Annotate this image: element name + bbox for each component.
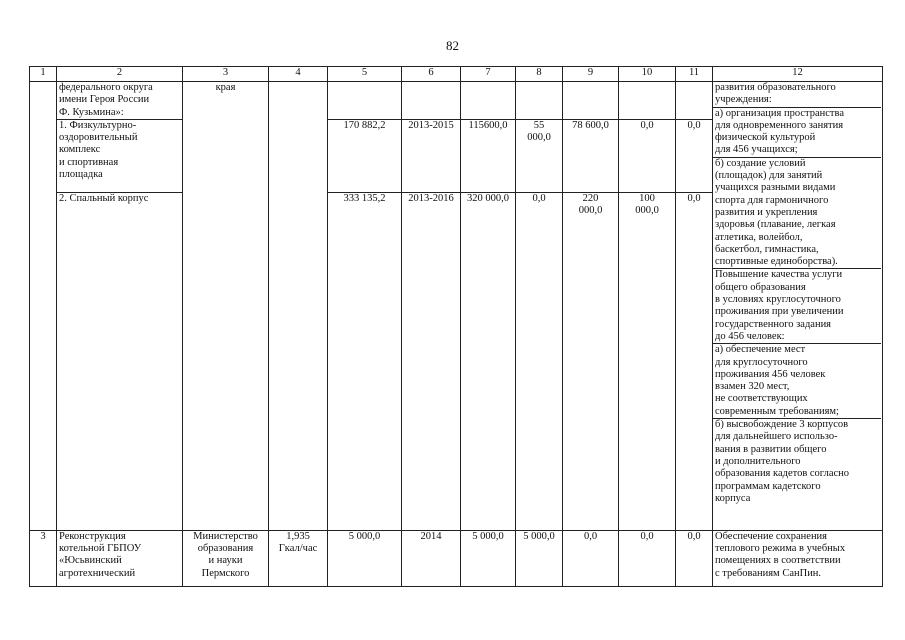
funding-year-cell: 220 000,0	[563, 192, 619, 530]
table-row	[30, 530, 883, 586]
header-cell: 4	[269, 67, 328, 82]
funding-total-cell: 115600,0	[461, 119, 516, 192]
estimated-cost-cell: 5 000,0	[328, 530, 402, 586]
result-paragraph	[713, 343, 881, 418]
result-line: спорта для гармоничного	[715, 194, 829, 206]
customer-cell: края	[183, 82, 269, 531]
row-number-cell: 3	[30, 530, 57, 586]
result-line: атлетика, волейбол,	[715, 231, 803, 243]
result-description-cell	[713, 82, 883, 531]
result-line: государственного задания	[715, 318, 832, 330]
period-cell: 2013-2015	[402, 119, 461, 192]
result-line: для круглосуточного	[715, 356, 808, 368]
result-line: проживания 456 человек	[715, 368, 826, 380]
result-line: общего образования	[715, 281, 806, 293]
header-cell: 10	[619, 67, 676, 82]
result-line: здоровья (плавание, легкая	[715, 219, 836, 231]
result-line: развития и укрепления	[715, 206, 818, 218]
funding-total-cell: 320 000,0	[461, 192, 516, 530]
funding-year-cell: 0,0	[676, 530, 713, 586]
result-line: баскетбол, гимнастика,	[715, 243, 819, 255]
result-paragraph	[713, 107, 881, 157]
object-name-cell: 2. Спальный корпус	[57, 192, 183, 530]
object-name-cell: 1. Физкультурно- оздоровительный комплекс и спортивная площадка	[57, 119, 183, 192]
result-line: б) создание условий	[715, 157, 806, 169]
header-cell: 2	[57, 67, 183, 82]
estimated-cost-cell: 170 882,2	[328, 119, 402, 192]
result-paragraph	[713, 418, 881, 505]
funding-year-cell: 0,0	[676, 119, 713, 192]
funding-year-cell: 0,0	[619, 119, 676, 192]
page-number: 82	[446, 38, 459, 53]
result-line: и дополнительного	[715, 455, 801, 467]
funding-total-cell: 5 000,0	[461, 530, 516, 586]
header-cell: 12	[713, 67, 883, 82]
result-line: а) обеспечение мест	[715, 344, 806, 356]
result-line: а) организация пространства	[715, 107, 845, 119]
result-line: развития образовательного	[715, 82, 836, 93]
cell	[676, 82, 713, 120]
result-line: взамен 320 мест,	[715, 381, 790, 393]
header-cell: 5	[328, 67, 402, 82]
result-line: для дальнейшего использо-	[715, 431, 838, 443]
header-cell: 6	[402, 67, 461, 82]
result-line: б) высвобождение 3 корпусов	[715, 419, 849, 431]
header-cell: 7	[461, 67, 516, 82]
funding-year-cell: 0,0	[563, 530, 619, 586]
period-cell: 2013-2016	[402, 192, 461, 530]
result-line: физической культурой	[715, 132, 816, 144]
cell	[516, 82, 563, 120]
result-line: современным требованиям;	[715, 405, 839, 417]
header-cell: 8	[516, 67, 563, 82]
result-line: для 456 учащихся;	[715, 144, 798, 156]
cell	[619, 82, 676, 120]
customer-cell: Министерство образования и науки Пермского	[183, 530, 269, 586]
objects-table	[29, 66, 883, 587]
object-name-cell: федерального округа имени Героя России Ф. Кузьмина»:	[57, 82, 183, 120]
cell	[461, 82, 516, 120]
result-line: спортивные единоборства).	[715, 256, 838, 268]
cell	[402, 82, 461, 120]
funding-year-cell: 0,0	[516, 192, 563, 530]
result-line: не соответствующих	[715, 393, 808, 405]
header-cell: 1	[30, 67, 57, 82]
result-paragraph	[713, 157, 881, 269]
result-line: корпуса	[715, 492, 751, 504]
result-line: (площадок) для занятий	[715, 170, 823, 182]
table-row	[30, 82, 883, 120]
cell	[563, 82, 619, 120]
period-cell: 2014	[402, 530, 461, 586]
result-line: учреждения:	[715, 94, 772, 106]
funding-year-cell: 78 600,0	[563, 119, 619, 192]
funding-year-cell: 55 000,0	[516, 119, 563, 192]
funding-year-cell: 0,0	[676, 192, 713, 530]
result-line: учащихся разными видами	[715, 182, 836, 194]
result-line: образования кадетов согласно	[715, 468, 850, 480]
header-cell: 11	[676, 67, 713, 82]
result-line: программам кадетского	[715, 480, 821, 492]
header-cell: 3	[183, 67, 269, 82]
estimated-cost-cell: 333 135,2	[328, 192, 402, 530]
result-line: проживания при увеличении	[715, 306, 844, 318]
capacity-cell	[269, 82, 328, 531]
result-description-text	[715, 82, 880, 505]
result-paragraph	[715, 82, 880, 107]
result-line: для одновременного занятия	[715, 119, 844, 131]
funding-year-cell: 100 000,0	[619, 192, 676, 530]
result-paragraph	[713, 268, 881, 343]
funding-year-cell: 0,0	[619, 530, 676, 586]
header-row	[30, 67, 883, 82]
funding-year-cell: 5 000,0	[516, 530, 563, 586]
result-line: в условиях круглосуточного	[715, 294, 841, 306]
result-description-cell: Обеспечение сохранения теплового режима в учебных помещениях в соответствии с требованиям СанПин.	[713, 530, 883, 586]
result-line: до 456 человек:	[715, 330, 785, 342]
result-line: Повышение качества услуги	[715, 269, 843, 281]
capacity-cell: 1,935 Гкал/час	[269, 530, 328, 586]
row-number-cell	[30, 82, 57, 531]
header-cell: 9	[563, 67, 619, 82]
cell	[328, 82, 402, 120]
result-line: вания в развитии общего	[715, 443, 827, 455]
object-name-cell: Реконструкция котельной ГБПОУ «Юсьвинский агротехнический	[57, 530, 183, 586]
